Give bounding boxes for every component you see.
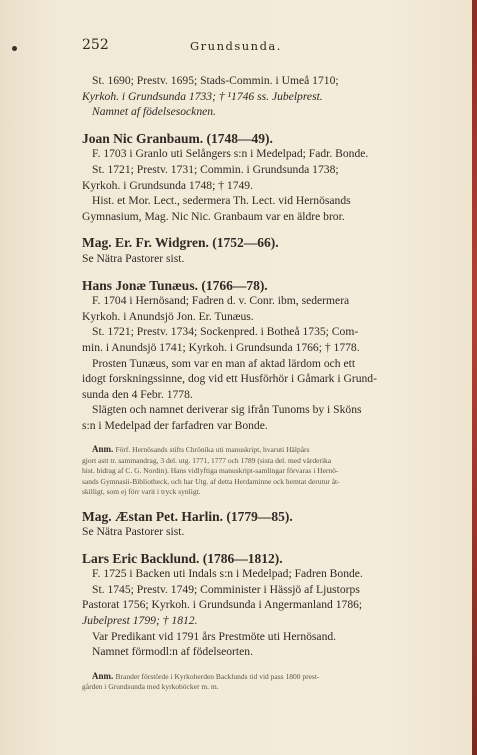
footnote-text: sands Gymnasii-Bibliotheck, och har Utg. af detta Herdaminne ock hemtat derutur åt- [82, 476, 340, 486]
entry-heading: Lars Eric Backlund. (1786—1812). [82, 550, 283, 566]
footnote-line [82, 671, 444, 682]
text-line: Kyrkoh. i Grundsunda 1733; † ¹1746 ss. Jubelprest. [82, 89, 323, 103]
text-line: Se Nätra Pastorer sist. [82, 251, 185, 265]
page-header [82, 37, 442, 57]
footnote-line [82, 487, 444, 497]
text-line: Pastorat 1756; Kyrkoh. i Grundsunda i Angermanland 1786; [82, 598, 363, 612]
text-line: St. 1690; Prestv. 1695; Stads-Commin. i Umeå 1710; [92, 74, 339, 87]
footnote [82, 444, 444, 497]
footnote-line [82, 466, 444, 476]
footnote-line [82, 444, 444, 455]
footnote-line [82, 477, 444, 487]
text-line: Var Predikant vid 1791 års Prestmöte uti Hernösand. [92, 629, 337, 643]
margin-dot [12, 46, 17, 51]
text-line: Se Nätra Pastorer sist. [82, 525, 185, 539]
footnote-text: Brander förstörde i Kyrkoherden Backlunds tid vid pass 1800 prest- [115, 671, 320, 681]
footnote-text: gården i Grundsunda med kyrkoböcker m. m. [82, 682, 219, 692]
entry-heading: Mag. Æstan Pet. Harlin. (1779—85). [82, 508, 293, 524]
text-line: sunda den 4 Febr. 1778. [82, 387, 193, 401]
footnote-label: Anm. [92, 444, 116, 455]
text-line: F. 1703 i Granlo uti Selångers s:n i Medelpad; Fadr. Bonde. [92, 147, 369, 161]
text-line: F. 1704 i Hernösand; Fadren d. v. Conr. ibm, sedermera [92, 294, 350, 308]
text-line: Kyrkoh. i Anundsjö Jon. Er. Tunæus. [82, 309, 254, 323]
entry-heading: Mag. Er. Fr. Widgren. (1752—66). [82, 235, 279, 251]
text-line: Prosten Tunæus, som var en man af aktad lärdom och ett [92, 356, 356, 370]
text-line: Gymnasium, Mag. Nic Nic. Granbaum var en äldre bror. [82, 209, 345, 223]
text-line: min. i Anundsjö 1741; Kyrkoh. i Grundsunda 1766; † 1778. [82, 340, 360, 354]
page-edge [472, 0, 477, 755]
footnote-text: skilligt, som ej förr varit i tryck synligt. [82, 487, 201, 497]
text-line: St. 1721; Prestv. 1734; Sockenpred. i Botheå 1735; Com- [92, 325, 359, 339]
text-line: Kyrkoh. i Grundsunda 1748; † 1749. [82, 178, 253, 192]
page-number: 252 [82, 37, 109, 53]
text-line: Namnet förmodl:n af födelseorten. [92, 645, 253, 659]
entry-heading: Joan Nic Granbaum. (1748—49). [82, 130, 273, 146]
text-line: St. 1721; Prestv. 1731; Commin. i Grundsunda 1738; [92, 162, 339, 176]
entry-heading: Hans Jonæ Tunæus. (1766—78). [82, 277, 268, 293]
text-line: idogt forskningssinne, dog vid ett Husförhör i Gåmark i Grund- [82, 372, 377, 386]
running-head: Grundsunda. [190, 39, 282, 53]
text-line: Hist. et Mor. Lect., sedermera Th. Lect. vid Hernösands [92, 194, 351, 208]
footnote-text: Förf. Hernösands stifts Chrönika uti manuskript, hvaruti Hälpårs [115, 445, 310, 455]
text-line: Namnet af födelsesocknen. [92, 105, 216, 119]
text-line: Jubelprest 1799; † 1812. [82, 614, 198, 628]
footnote-text: hist. bidrag af C. G. Nordin). Hans vidlyftiga manuskript-samlingar förvaras i Hernö- [82, 466, 339, 476]
text-line: F. 1725 i Backen uti Indals s:n i Medelpad; Fadren Bonde. [92, 567, 363, 581]
footnote-label: Anm. [92, 670, 116, 681]
footnote [82, 671, 444, 693]
page-body [82, 73, 444, 693]
footnote-text: gjort astt tr. sammandrag, 3 del. utg. 1771, 1777 och 1789 (sista del. med värderika [82, 455, 332, 465]
text-line: s:n i Medelpad der farfadren var Bonde. [82, 418, 268, 432]
text-line: St. 1745; Prestv. 1749; Comminister i Hässjö af Ljustorps [92, 582, 360, 596]
footnote-line [82, 456, 444, 466]
text-line: Slägten och namnet deriverar sig ifrån Tunoms by i Sköns [92, 403, 362, 417]
footnote-line [82, 682, 444, 692]
